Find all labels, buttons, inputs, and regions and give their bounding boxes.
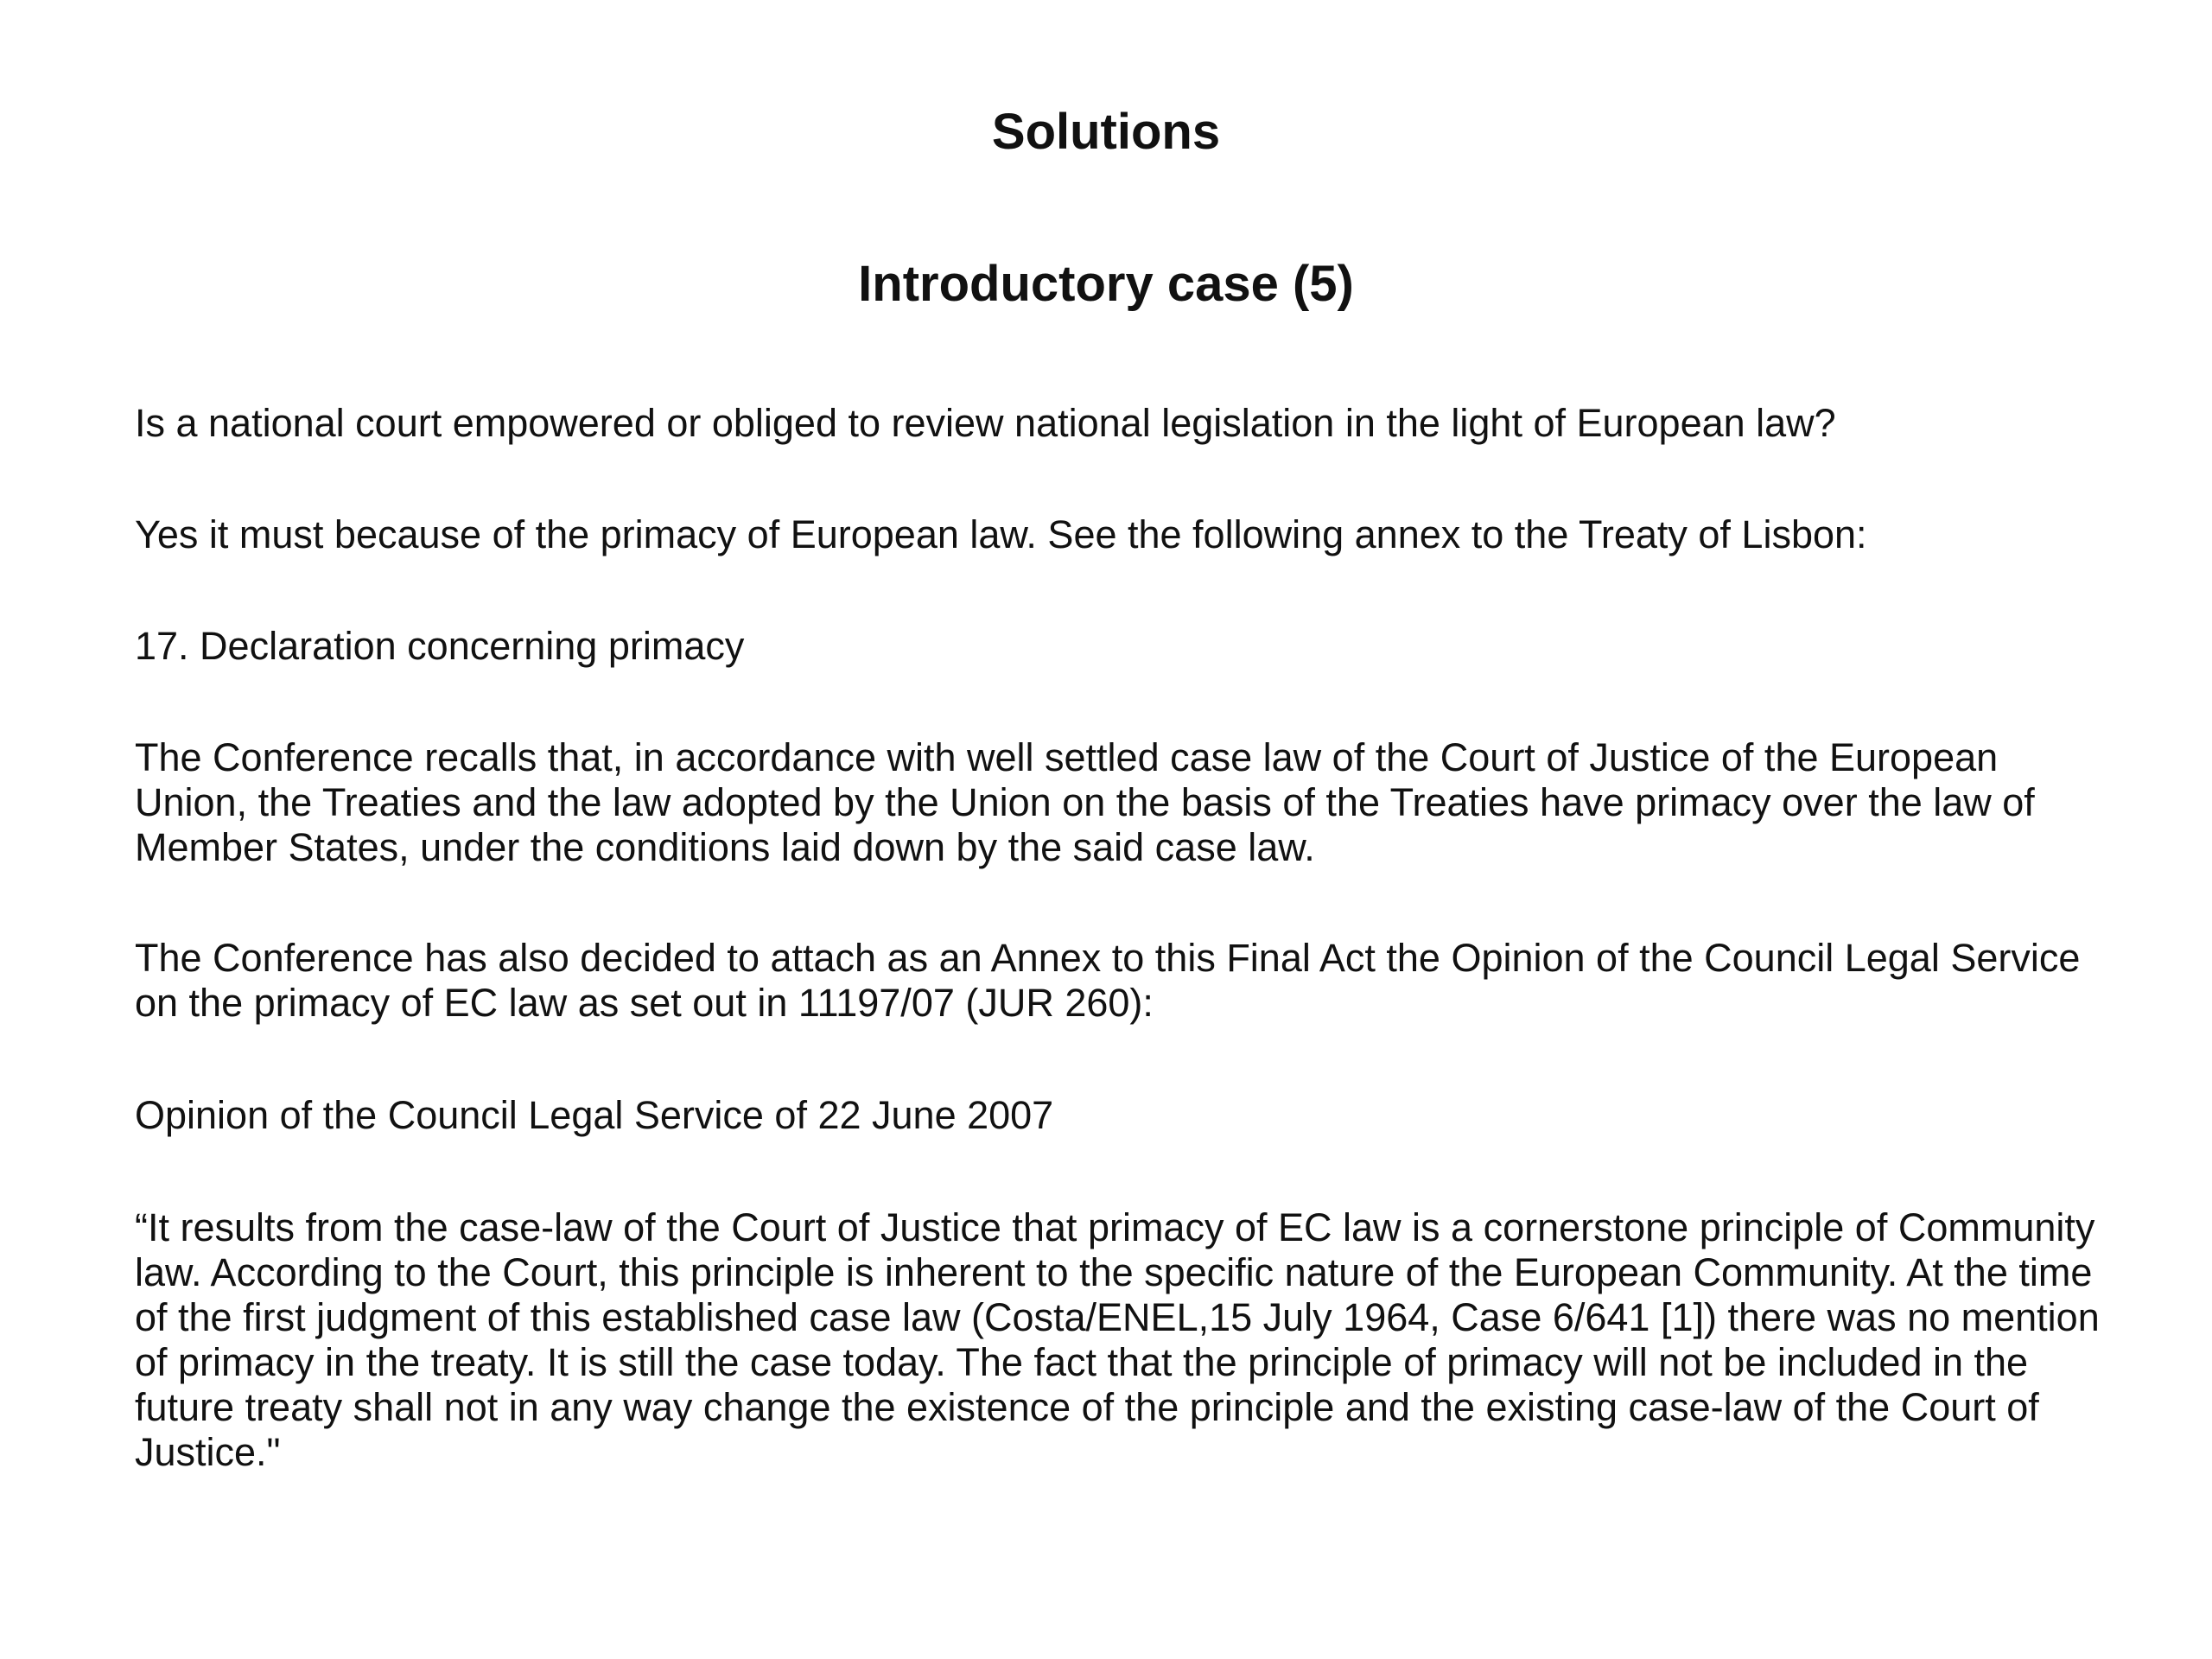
slide-title: Solutions — [991, 104, 1221, 160]
slide-subtitle: Introductory case (5) — [858, 256, 1354, 312]
opinion-heading: Opinion of the Council Legal Service of 22 June 2007 — [135, 1093, 1054, 1137]
question-paragraph: Is a national court empowered or obliged to review national legislation in the light of European law? — [135, 401, 1836, 445]
annex-paragraph: The Conference has also decided to attach as an Annex to this Final Act the Opinion of the Council Legal Service on the primacy of EC law as set out in 11197/07 (JUR 260): — [135, 936, 2081, 1025]
declaration-paragraph: The Conference recalls that, in accordance with well settled case law of the Court of Justice of the European Union, the Treaties and the law adopted by the Union on the basis of the Treaties have primacy over the law of Member States, under the conditions laid down by the said case law. — [135, 735, 2035, 869]
declaration-heading: 17. Declaration concerning primacy — [135, 624, 745, 668]
opinion-quote-paragraph: “It results from the case-law of the Court of Justice that primacy of EC law is a cornerstone principle of Community law. According to the Court, this principle is inherent to the specific nature of the European Community. At the time of the first judgment of this established case law (Costa/ENEL,15 July 1964, Case 6/641 [1]) there was no mention of primacy in the treaty. It is still the case today. The fact that the principle of primacy will not be included in the future treaty shall not in any way change the existence of the principle and the existing case-law of the Court of Justice." — [135, 1205, 2100, 1474]
answer-paragraph: Yes it must because of the primacy of European law. See the following annex to the Treaty of Lisbon: — [135, 512, 1867, 556]
